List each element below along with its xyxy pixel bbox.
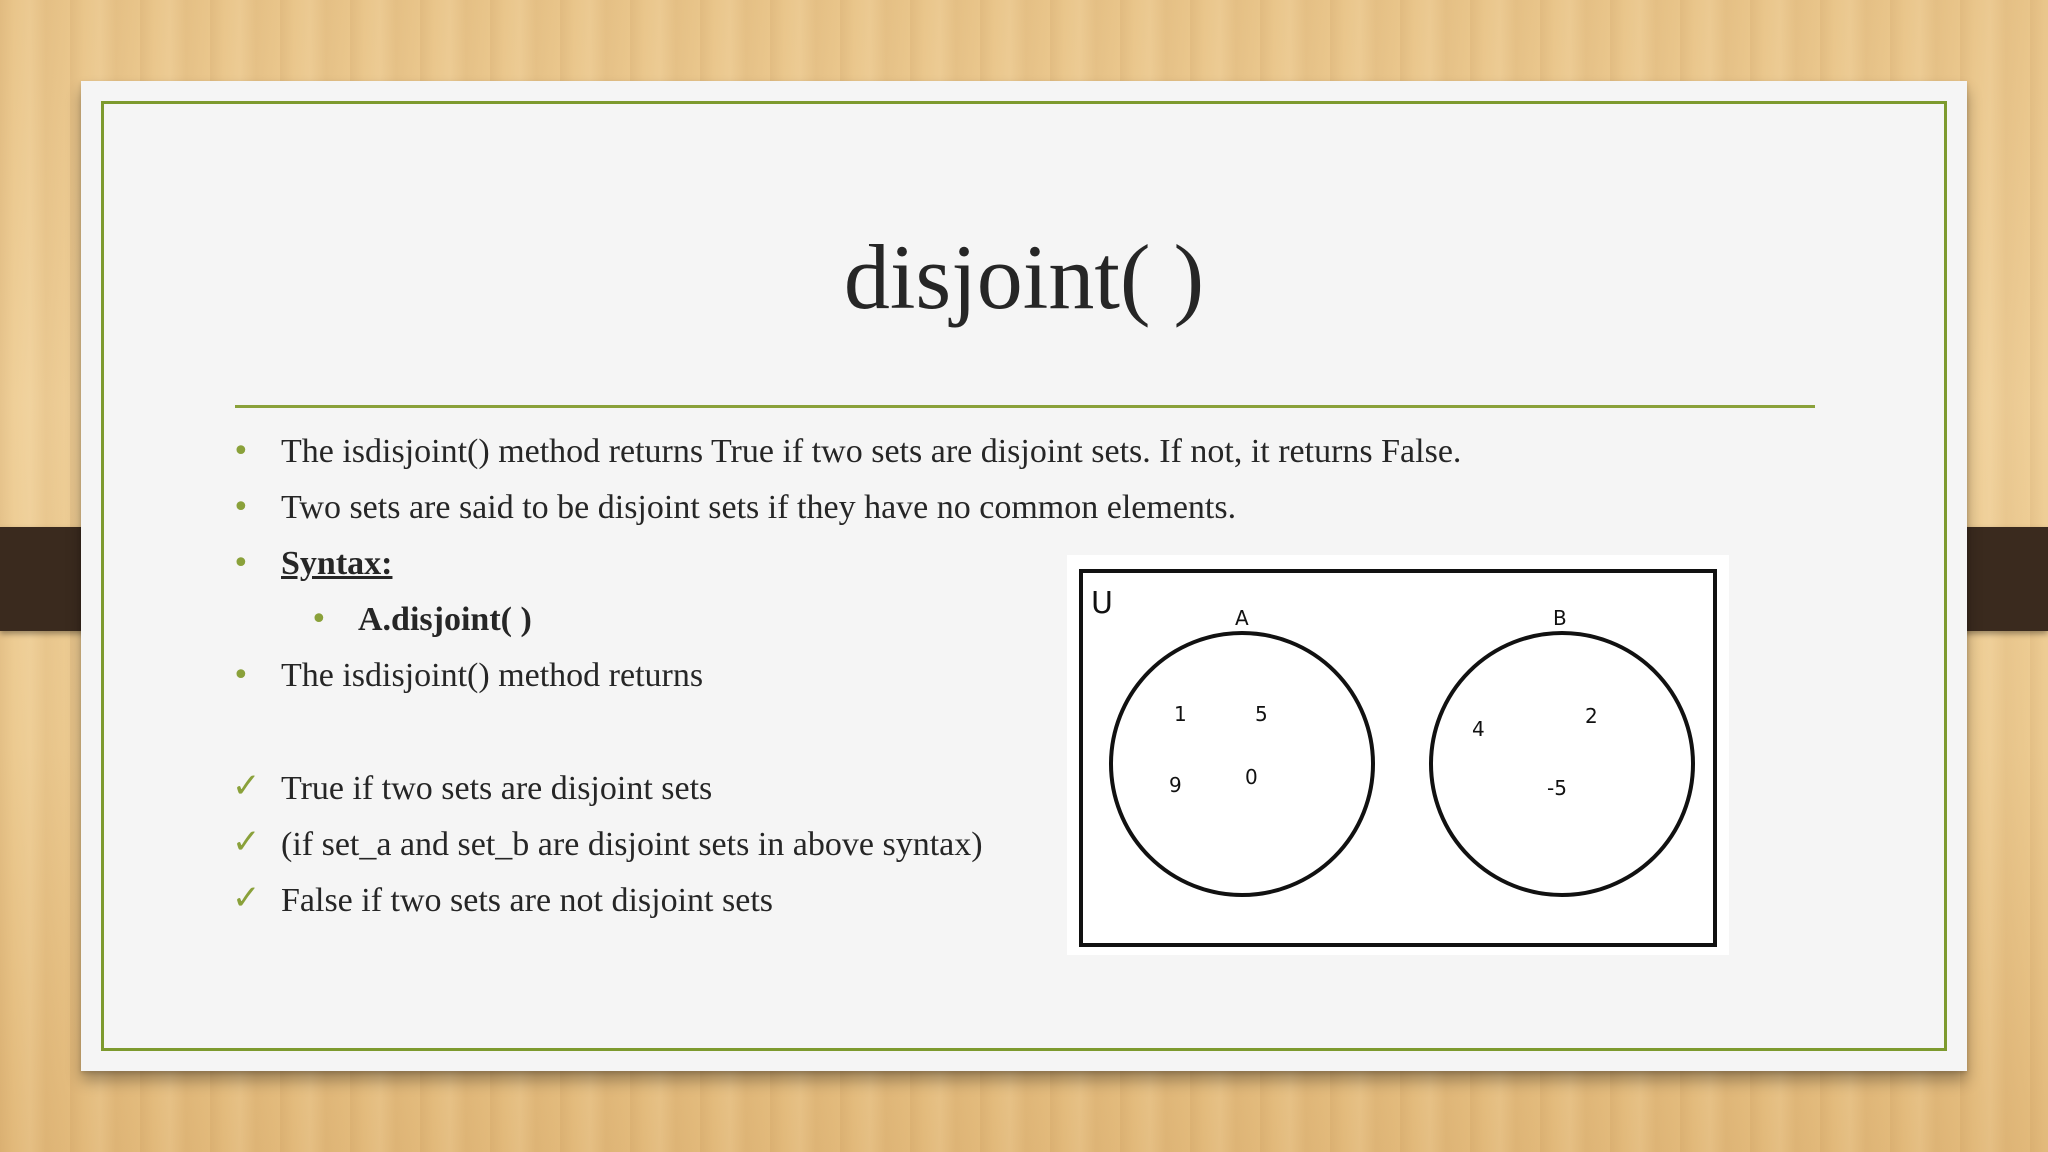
set-a-element: 9 [1169,773,1182,797]
bullet-icon: • [232,490,250,525]
check-icon: ✓ [232,766,261,806]
bullet-icon: • [232,546,250,581]
slide-title: disjoint( ) [843,226,1205,328]
venn-diagram [1067,555,1729,955]
bullet-text: Two sets are said to be disjoint sets if they have no common elements. [281,489,1237,526]
set-a-element: 0 [1245,765,1258,789]
check-text: (if set_a and set_b are disjoint sets in above syntax) [281,826,983,863]
bullet-icon: • [232,434,250,469]
slide-paper [81,81,1967,1071]
universe-label: U [1091,586,1113,621]
check-text: False if two sets are not disjoint sets [281,882,774,919]
syntax-heading: Syntax: [281,545,393,582]
sub-bullet-icon: • [310,602,328,637]
venn-svg [1067,555,1729,955]
set-a-element: 1 [1174,702,1187,726]
bullet-icon: • [232,658,250,693]
set-b-label: B [1553,606,1567,630]
bullet-text: The isdisjoint() method returns [281,657,704,694]
syntax-example: A.disjoint( ) [358,601,532,638]
set-b-element: 2 [1585,704,1598,728]
set-b-element: -5 [1547,776,1567,800]
bullet-text: The isdisjoint() method returns True if two sets are disjoint sets. If not, it returns False. [281,433,1462,470]
check-text: True if two sets are disjoint sets [281,770,713,807]
set-a-element: 5 [1255,702,1268,726]
check-icon: ✓ [232,822,261,862]
set-b-element: 4 [1472,717,1485,741]
set-a-label: A [1235,606,1249,630]
universe-box [1081,571,1715,945]
check-icon: ✓ [232,878,261,918]
